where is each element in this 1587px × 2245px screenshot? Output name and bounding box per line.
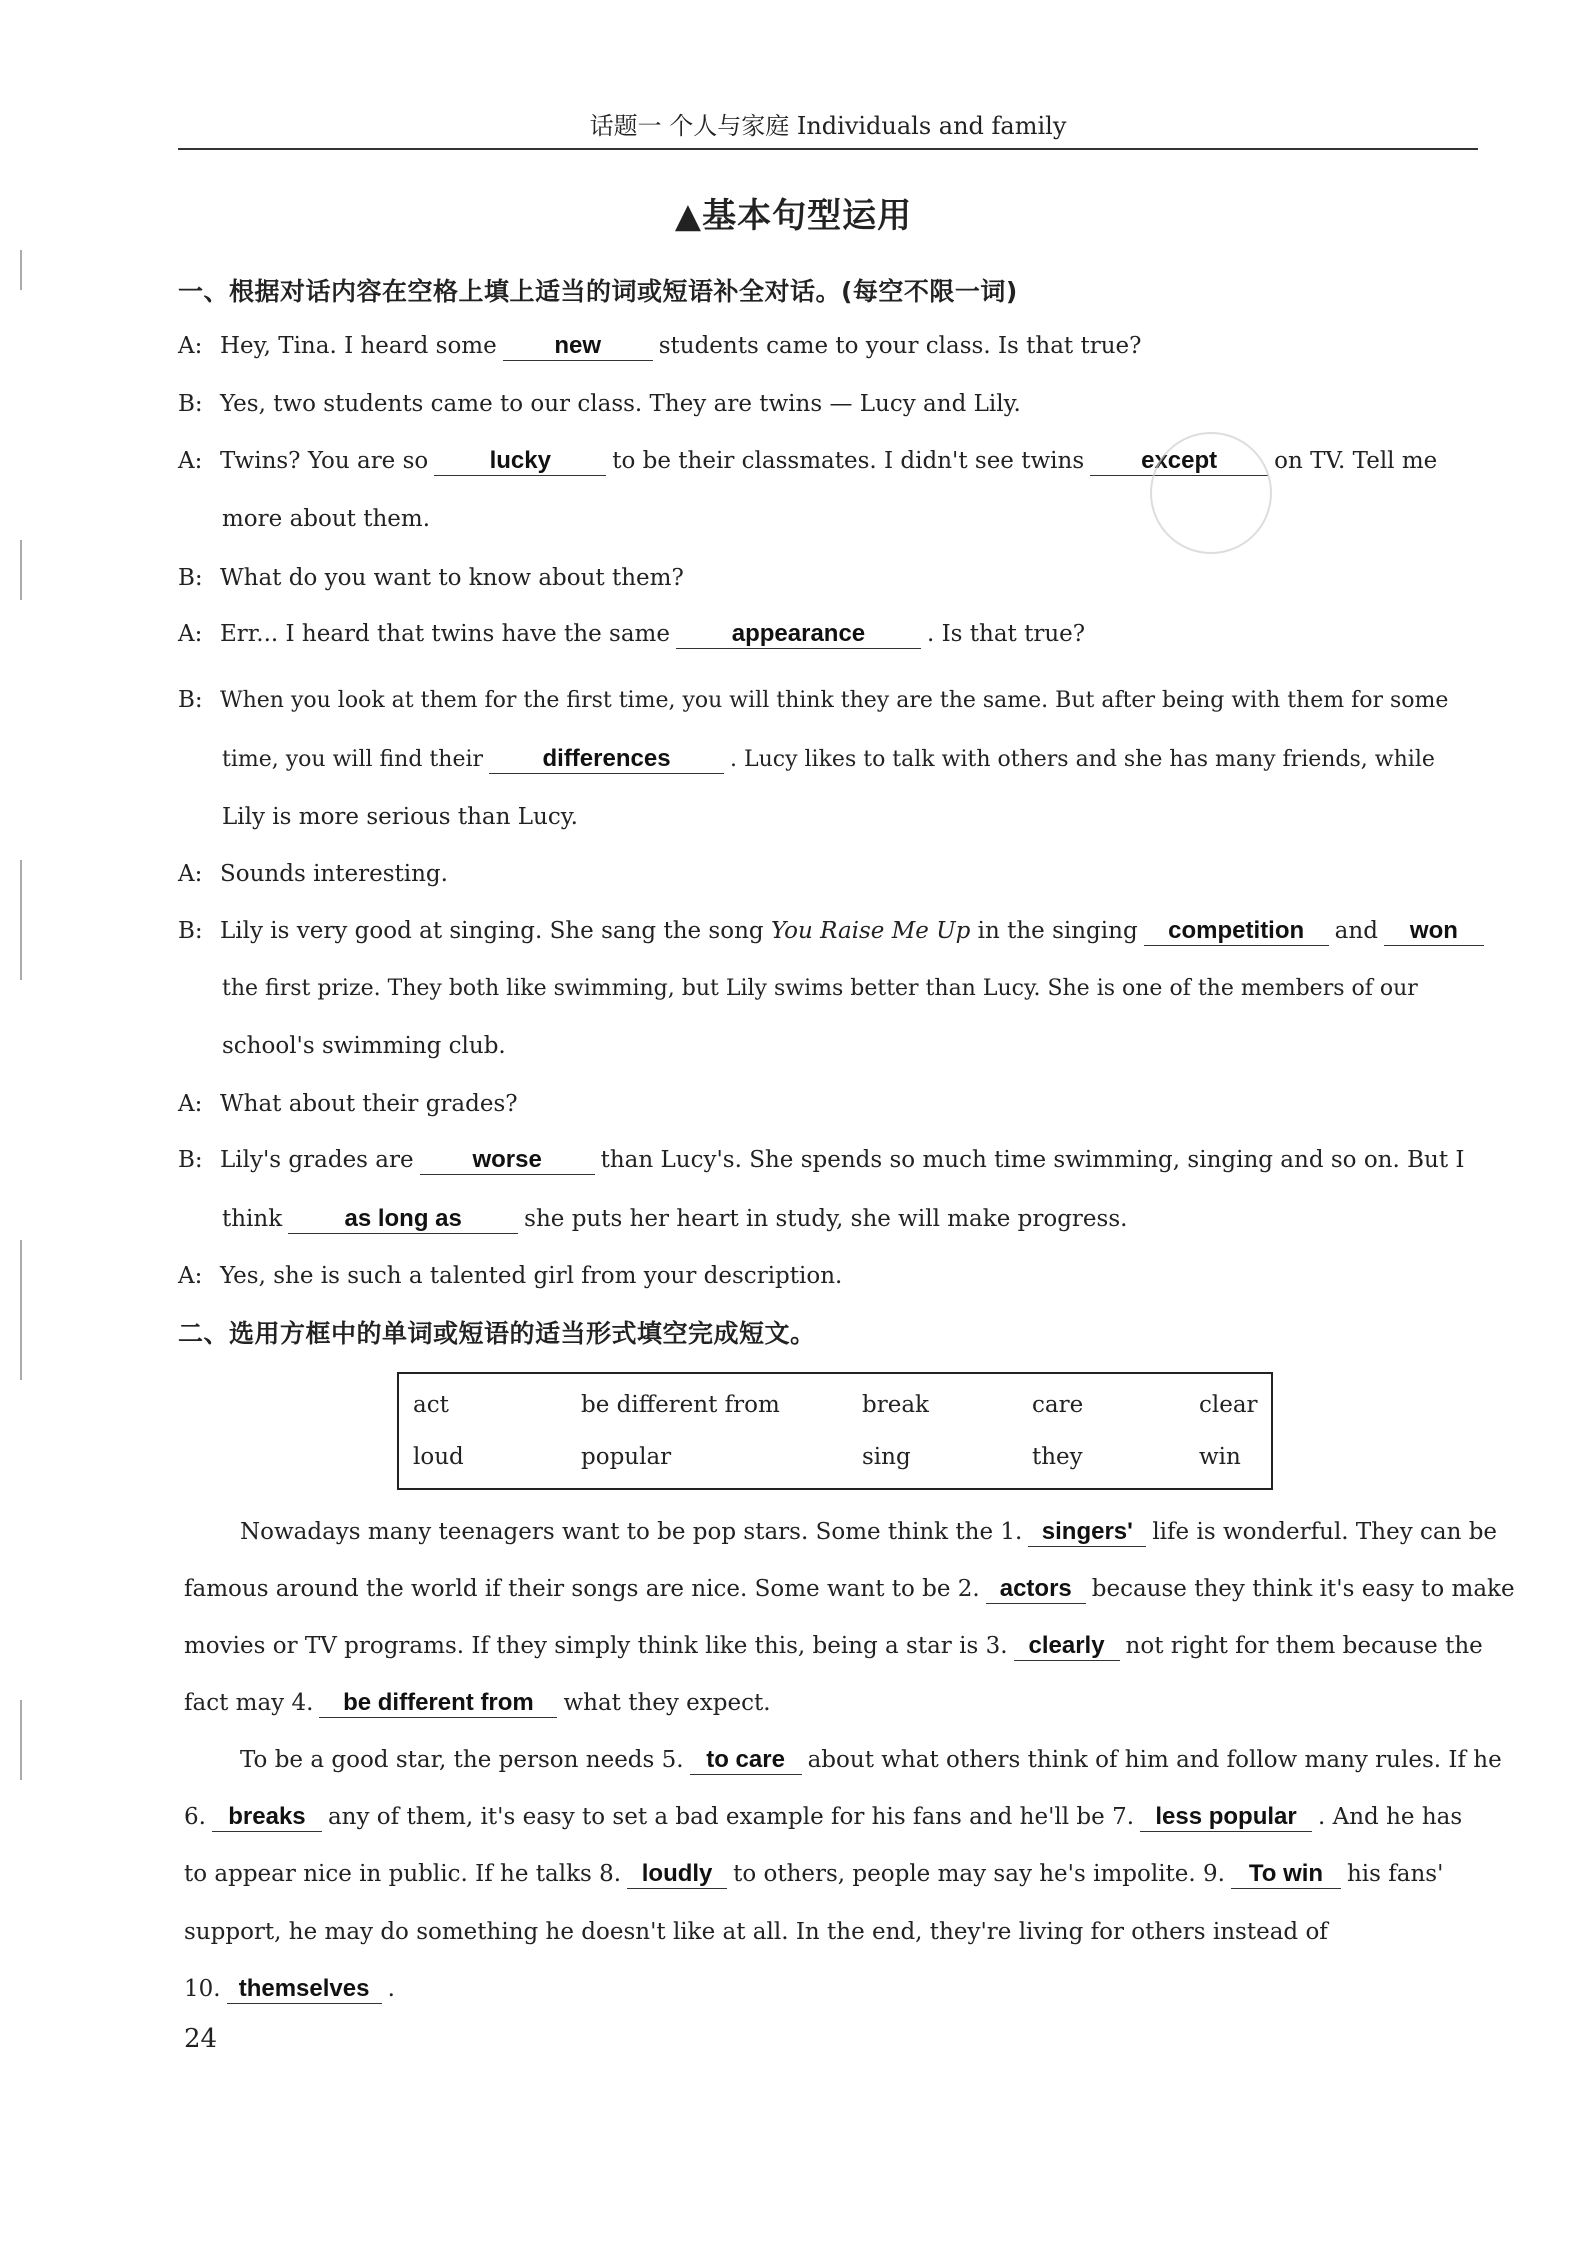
dialogue-line-1: A: Hey, Tina. I heard some new students came to your class. Is that true? — [178, 330, 1478, 362]
answer-blank: except — [1090, 447, 1268, 476]
dialogue-line-2: B: Yes, two students came to our class. They are twins — Lucy and Lily. — [178, 388, 1478, 420]
speaker-label: A: — [178, 333, 203, 359]
answer-blank: lucky — [434, 447, 606, 476]
box-word: break — [862, 1392, 929, 1418]
scan-margin-mark — [20, 540, 22, 600]
dialogue-line-6-cont: time, you will find their differences . Lucy likes to talk with others and she has many friends, while — [222, 745, 1435, 772]
dialogue-line-10-cont: think as long as she puts her heart in study, she will make progress. — [222, 1205, 1128, 1232]
answer-blank: clearly — [1014, 1632, 1120, 1661]
dialogue-line-3: A: Twins? You are so lucky to be their classmates. I didn't see twins except on TV. Tell me — [178, 445, 1478, 477]
dialogue-line-8-cont2: school's swimming club. — [222, 1033, 506, 1059]
dialogue-line-8: B: Lily is very good at singing. She sang the song You Raise Me Up in the singing competition and won — [178, 915, 1478, 947]
speaker-label: B: — [178, 687, 203, 713]
answer-blank: actors — [986, 1575, 1086, 1604]
passage-line-2: famous around the world if their songs are nice. Some want to be 2. actors because they think it's easy to make — [184, 1575, 1515, 1602]
box-word: be different from — [581, 1392, 780, 1418]
dialogue-line-7: A: Sounds interesting. — [178, 858, 1478, 890]
page-number: 24 — [184, 2024, 218, 2054]
dialogue-line-6: B: When you look at them for the first time, you will think they are the same. But after being with them for some — [178, 684, 1478, 717]
speaker-label: B: — [178, 391, 203, 417]
section-title: ▲基本句型运用 — [674, 196, 913, 236]
answer-blank: worse — [420, 1146, 595, 1175]
part2-title: 二、选用方框中的单词或短语的适当形式填空完成短文。 — [178, 1319, 816, 1348]
answer-blank: won — [1384, 917, 1484, 946]
dialogue-line-4: B: What do you want to know about them? — [178, 562, 1478, 594]
speaker-label: B: — [178, 1147, 203, 1173]
answer-blank: as long as — [288, 1205, 518, 1234]
dialogue-line-11: A: Yes, she is such a talented girl from your description. — [178, 1260, 1478, 1292]
scan-margin-mark — [20, 860, 22, 980]
dialogue-line-8-cont: the first prize. They both like swimming, but Lily swims better than Lucy. She is one of the members of our — [222, 976, 1418, 1001]
answer-blank: To win — [1231, 1860, 1341, 1889]
passage-line-5: To be a good star, the person needs 5. to care about what others think of him and follow many rules. If he — [240, 1746, 1502, 1773]
answer-blank: less popular — [1140, 1803, 1312, 1832]
answer-blank: breaks — [212, 1803, 322, 1832]
answer-blank: singers' — [1028, 1518, 1146, 1547]
answer-blank: competition — [1144, 917, 1329, 946]
speaker-label: A: — [178, 448, 203, 474]
answer-blank: new — [503, 332, 653, 361]
box-word: care — [1032, 1392, 1084, 1418]
passage-line-9: 10. themselves . — [184, 1975, 395, 2002]
speaker-label: A: — [178, 861, 203, 887]
word-box — [397, 1372, 1273, 1490]
dialogue-line-9: A: What about their grades? — [178, 1088, 1478, 1120]
page-header: 话题一 个人与家庭 Individuals and family — [178, 108, 1478, 150]
passage-line-6: 6. breaks any of them, it's easy to set a bad example for his fans and he'll be 7. less popular . And he has — [184, 1803, 1463, 1830]
passage-line-7: to appear nice in public. If he talks 8. loudly to others, people may say he's impolite. 9. To win his fans' — [184, 1860, 1444, 1887]
dialogue-line-3-cont: more about them. — [222, 506, 431, 532]
answer-blank: differences — [489, 745, 724, 774]
passage-line-8: support, he may do something he doesn't like at all. In the end, they're living for others instead of — [184, 1919, 1328, 1945]
speaker-label: A: — [178, 1263, 203, 1289]
speaker-label: B: — [178, 918, 203, 944]
dialogue-line-10: B: Lily's grades are worse than Lucy's. She spends so much time swimming, singing and so on. But I — [178, 1144, 1478, 1176]
answer-blank: themselves — [227, 1975, 382, 2004]
dialogue-line-6-cont2: Lily is more serious than Lucy. — [222, 804, 578, 830]
scan-margin-mark — [20, 250, 22, 290]
part1-title: 一、根据对话内容在空格上填上适当的词或短语补全对话。(每空不限一词) — [178, 277, 1018, 306]
box-word: popular — [581, 1444, 672, 1470]
box-word: win — [1199, 1444, 1241, 1470]
box-word: they — [1032, 1444, 1083, 1470]
answer-blank: be different from — [319, 1689, 557, 1718]
stamp-watermark-icon — [1150, 432, 1272, 554]
speaker-label: A: — [178, 1091, 203, 1117]
speaker-label: B: — [178, 565, 203, 591]
answer-blank: loudly — [627, 1860, 727, 1889]
answer-blank: appearance — [676, 620, 921, 649]
passage-line-1: Nowadays many teenagers want to be pop stars. Some think the 1. singers' life is wonderful. They can be — [240, 1518, 1498, 1545]
box-word: act — [413, 1392, 449, 1418]
scan-margin-mark — [20, 1240, 22, 1380]
box-word: sing — [862, 1444, 911, 1470]
box-word: clear — [1199, 1392, 1258, 1418]
scan-margin-mark — [20, 1700, 22, 1780]
speaker-label: A: — [178, 621, 203, 647]
box-word: loud — [413, 1444, 464, 1470]
dialogue-line-5: A: Err... I heard that twins have the same appearance . Is that true? — [178, 618, 1478, 650]
passage-line-3: movies or TV programs. If they simply think like this, being a star is 3. clearly not right for them because the — [184, 1632, 1483, 1659]
answer-blank: to care — [690, 1746, 802, 1775]
passage-line-4: fact may 4. be different from what they expect. — [184, 1689, 771, 1716]
song-title: You Raise Me Up — [770, 918, 971, 944]
